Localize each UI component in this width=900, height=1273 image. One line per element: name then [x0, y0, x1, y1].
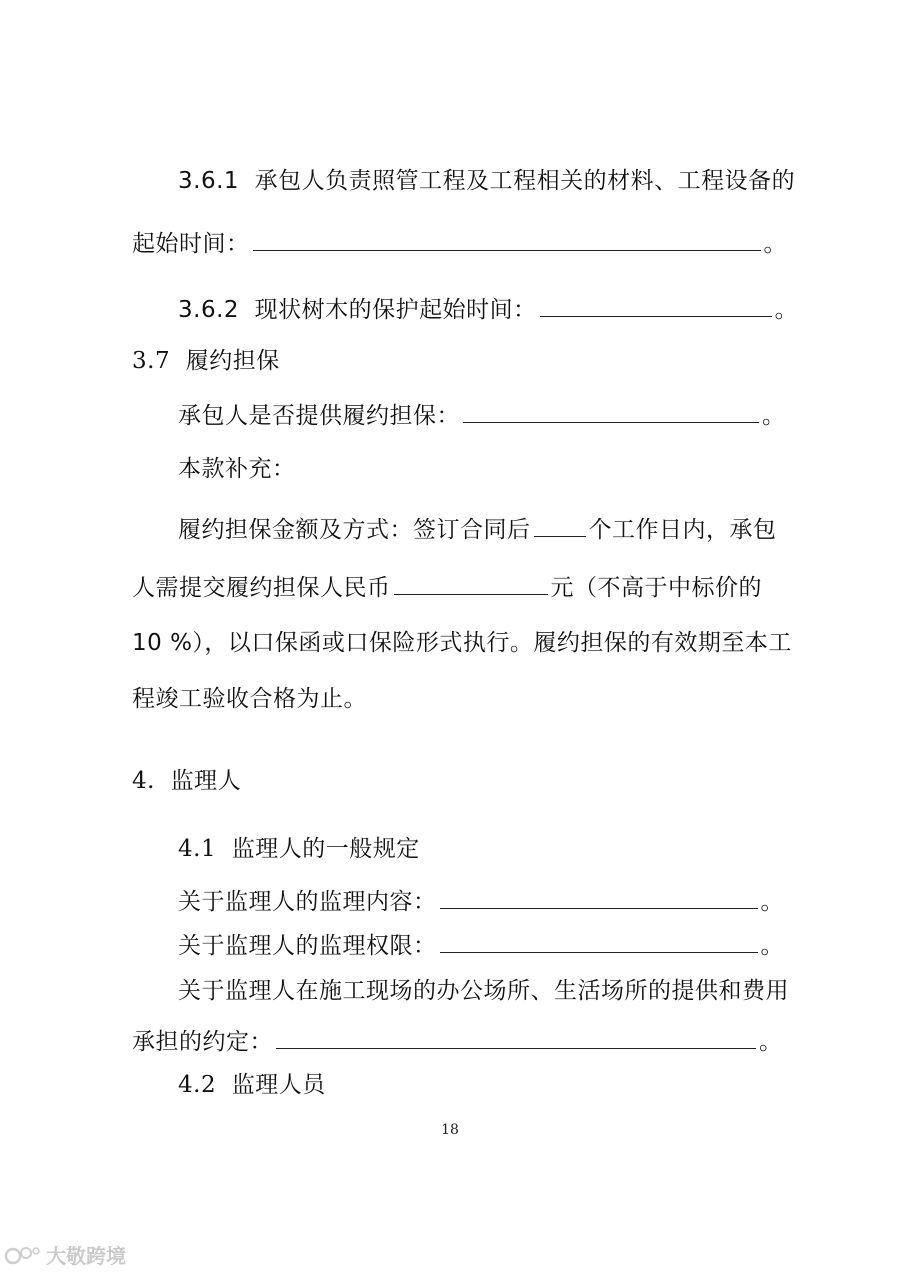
fill-in-blank[interactable]: [276, 1024, 756, 1049]
clause-number: 3.6.2: [178, 297, 240, 323]
section-title: 履约担保: [185, 348, 280, 374]
clause-3-6-1-line2: [132, 226, 787, 259]
period: 。: [760, 889, 784, 915]
guarantee-line4: [132, 684, 367, 714]
office-line1: [178, 976, 789, 1006]
office-line2: [132, 1024, 783, 1057]
period: 。: [759, 1029, 783, 1055]
clause-text: 起始时间：: [132, 231, 250, 257]
period: 。: [762, 403, 786, 429]
watermark-text: 大敬跨境: [46, 1244, 126, 1268]
question-text: 承包人是否提供履约担保：: [178, 403, 460, 429]
section-4-1-heading: [178, 834, 420, 864]
supplement-text: 本款补充：: [178, 456, 296, 482]
clause-text: 承包人负责照管工程及工程相关的材料、工程设备的: [254, 168, 796, 194]
fill-in-blank[interactable]: [440, 928, 758, 953]
section-4-2-heading: [178, 1070, 326, 1100]
field-label: 关于监理人的监理权限：: [178, 933, 437, 959]
clause-3-6-1-line1: [178, 166, 795, 196]
section-title: 监理人的一般规定: [231, 836, 420, 862]
section-title: 监理人: [170, 768, 242, 794]
section-number: 3.7: [132, 348, 171, 374]
section-3-7-heading: [132, 346, 280, 376]
supervision-content-line: [178, 884, 784, 917]
fill-in-blank-days[interactable]: [534, 512, 586, 537]
field-label: 关于监理人的监理内容：: [178, 889, 437, 915]
field-label: 承担的约定：: [132, 1029, 273, 1055]
guarantee-line3: [132, 628, 792, 658]
guarantee-line2: [132, 570, 762, 603]
watermark-logo-icon: [4, 1243, 42, 1267]
supplement-label: [178, 454, 296, 484]
period: 。: [774, 297, 799, 323]
paragraph-text: 个工作日内，承包: [588, 517, 777, 543]
supervision-authority-line: [178, 928, 784, 961]
clause-text: 现状树木的保护起始时间：: [254, 297, 537, 323]
fill-in-blank[interactable]: [253, 226, 761, 251]
fill-in-blank[interactable]: [540, 292, 772, 317]
section-title: 监理人员: [231, 1072, 326, 1098]
clause-3-6-2: [178, 292, 798, 325]
paragraph-text: 履约担保金额及方式：签订合同后: [178, 517, 531, 543]
guarantee-question: [178, 398, 786, 431]
section-number: 4.: [132, 768, 155, 794]
section-4-heading: [132, 766, 241, 796]
fill-in-blank-amount[interactable]: [394, 570, 548, 595]
paragraph-text: 人需提交履约担保人民币: [132, 575, 391, 601]
fill-in-blank[interactable]: [463, 398, 759, 423]
section-number: 4.1: [178, 836, 217, 862]
section-number: 4.2: [178, 1072, 217, 1098]
watermark: [4, 1240, 126, 1269]
paragraph-text: 元（不高于中标价的: [550, 575, 762, 601]
period: 。: [760, 933, 784, 959]
clause-number: 3.6.1: [178, 168, 240, 194]
paragraph-text: 10 %），以口保函或口保险形式执行。履约担保的有效期至本工: [132, 630, 792, 656]
page-number: 18: [441, 1122, 459, 1138]
guarantee-line1: [178, 512, 777, 545]
paragraph-text: 关于监理人在施工现场的办公场所、生活场所的提供和费用: [178, 978, 789, 1004]
paragraph-text: 程竣工验收合格为止。: [132, 686, 367, 712]
fill-in-blank[interactable]: [440, 884, 758, 909]
period: 。: [763, 231, 787, 257]
